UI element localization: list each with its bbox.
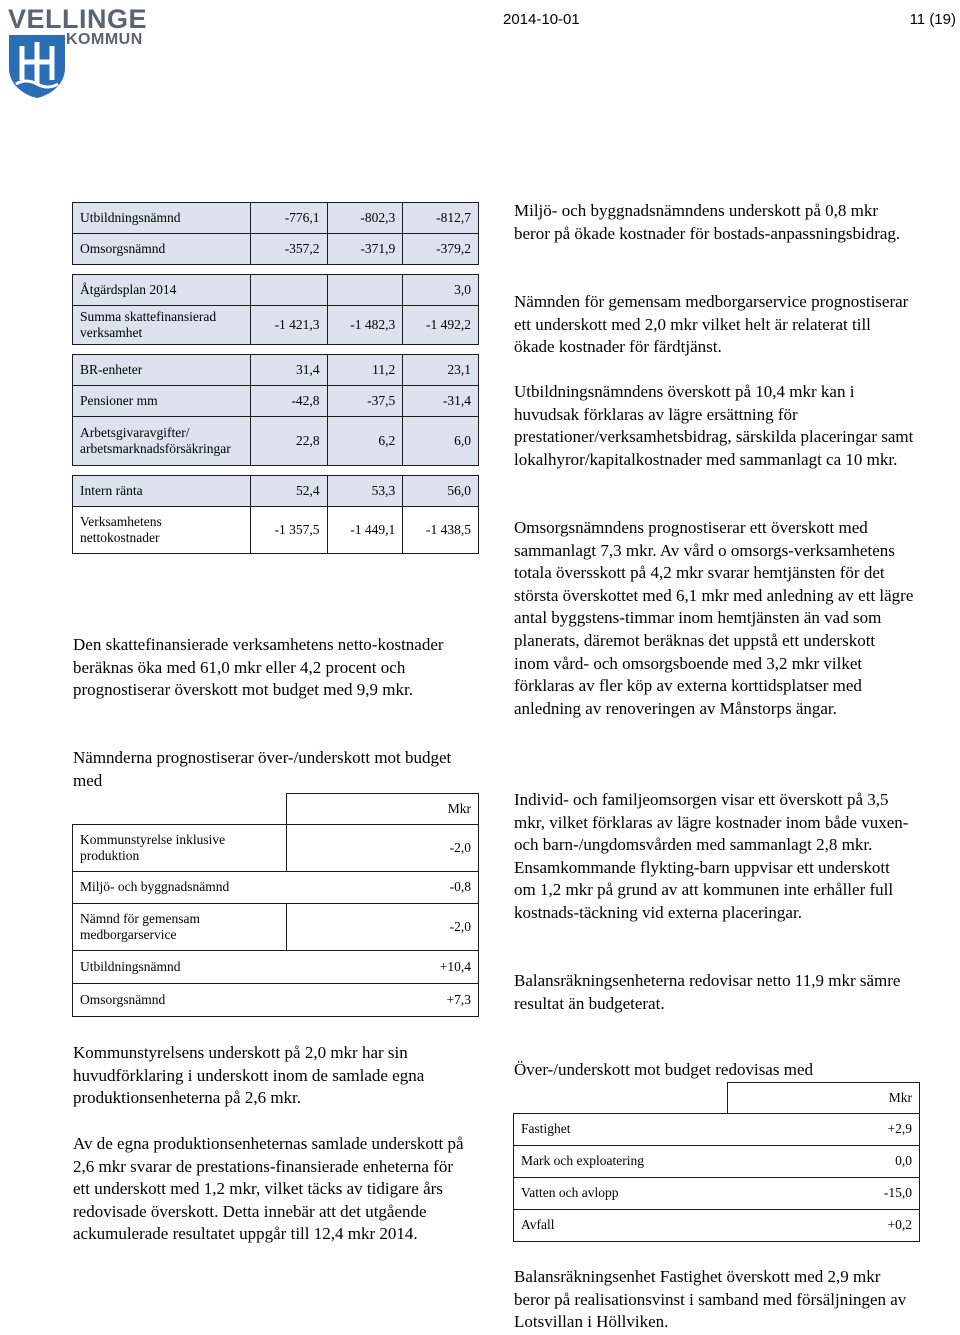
value-cell: 3,0: [403, 275, 479, 306]
value-cell: -31,4: [403, 386, 479, 417]
row-label: Avfall: [514, 1209, 728, 1241]
table-row: [73, 476, 479, 507]
value-cell: -1 449,1: [327, 507, 403, 554]
value-cell: 0,0: [727, 1145, 919, 1177]
row-label: Utbildningsnämnd: [73, 203, 251, 234]
table-header-row: [73, 794, 479, 825]
row-label: Kommunstyrelse inklusive produktion: [73, 824, 287, 871]
row-label: Nämnd för gemensam medborgarservice: [73, 903, 287, 950]
value-cell: -812,7: [403, 203, 479, 234]
table-row: [514, 1177, 920, 1209]
table-row: [73, 386, 479, 417]
value-cell: 11,2: [327, 355, 403, 386]
value-cell: 6,0: [403, 417, 479, 466]
value-cell: -357,2: [250, 234, 327, 265]
value-cell: -1 482,3: [327, 306, 403, 345]
paragraph-omsorg: Omsorgsnämndens prognostiserar ett överskott med sammanlagt 7,3 mkr. Av vård o omsorgs-verksamhetens totala översskott på 4,2 mkr svarar hemtjänsten för det största överskottet med 6,1 mkr med anledning av ett lägre antal byggstens-timmar inom hemtjänsten än vad som planerats, däremot beräknas det uppstå ett underskott inom vård- och omsorgsboende med 3,2 mkr vilket förklaras av fler köp av externa korttidsplatser med anledning av renoveringen av Månstorps ängar.: [514, 518, 914, 718]
row-label: Åtgärdsplan 2014: [73, 275, 251, 306]
paragraph-fastighet: Balansräkningsenhet Fastighet överskott med 2,9 mkr beror på realisationsvinst i samband med försäljningen av Lotsvillan i Höllviken.: [514, 1267, 907, 1332]
page-number: 11 (19): [909, 11, 956, 28]
table-row: [514, 1113, 920, 1145]
committee-result-table: [72, 793, 479, 1017]
balance-unit-table: [513, 1082, 920, 1242]
value-cell: 22,8: [250, 417, 327, 466]
value-cell: -2,0: [286, 903, 478, 950]
paragraph-utbildning: Utbildningsnämndens överskott på 10,4 mkr kan i huvudsak förklaras av lägre ersättning för prestationer/verksamhetsbidrag, särskilda placeringar samt lokalhyror/kapitalkostnader med sammanlagt ca 10 mkr.: [514, 382, 914, 469]
financial-summary-table: [72, 202, 479, 554]
value-cell: -1 438,5: [403, 507, 479, 554]
table-row: [73, 871, 479, 903]
row-label: Pensioner mm: [73, 386, 251, 417]
table-row: [73, 417, 479, 466]
spacer-cell: [73, 466, 479, 476]
value-cell: -2,0: [286, 824, 478, 871]
unit-header: Mkr: [286, 794, 478, 825]
value-cell: +10,4: [286, 950, 478, 983]
value-cell: 6,2: [327, 417, 403, 466]
paragraph-produktionsenheter: Av de egna produktionsenheternas samlade underskott på 2,6 mkr svarar de prestations-finansierade enheterna för ett underskott med 1,2 mkr, vilket täcks av tidigare års redovisade överskott. Detta innebär att det utgående ackumulerade resultatet uppgår till 12,4 mkr 2014.: [73, 1134, 464, 1244]
value-cell: +7,3: [286, 983, 478, 1016]
table-row: [514, 1145, 920, 1177]
header-blank-cell: [514, 1083, 728, 1114]
row-label: Verksamhetens nettokostnader: [73, 507, 251, 554]
value-cell: 56,0: [403, 476, 479, 507]
row-label: Fastighet: [514, 1113, 728, 1145]
row-label: Omsorgsnämnd: [73, 234, 251, 265]
table-spacer: [73, 345, 479, 355]
table-row: [73, 950, 479, 983]
table-spacer: [73, 466, 479, 476]
table-spacer: [73, 265, 479, 275]
table-row: [73, 507, 479, 554]
paragraph-netto-kostnader: Den skattefinansierade verksamhetens netto-kostnader beräknas öka med 61,0 mkr eller 4,2 procent och prognostiserar överskott mot budget med 9,9 mkr.: [73, 635, 444, 700]
value-cell: 23,1: [403, 355, 479, 386]
value-cell: -0,8: [286, 871, 478, 903]
vellinge-logo: [6, 4, 166, 100]
table-row: [73, 903, 479, 950]
row-label: Vatten och avlopp: [514, 1177, 728, 1209]
paragraph-br-intro: Över-/underskott mot budget redovisas med: [514, 1060, 813, 1079]
table-row: [73, 275, 479, 306]
table-row: [73, 306, 479, 345]
value-cell: -802,3: [327, 203, 403, 234]
value-cell: -1 492,2: [403, 306, 479, 345]
paragraph-miljo-bygg: Miljö- och byggnadsnämndens underskott på 0,8 mkr beror på ökade kostnader för bostads-anpassningsbidrag.: [514, 201, 901, 243]
table-row: [514, 1209, 920, 1241]
value-cell: -1 357,5: [250, 507, 327, 554]
row-label: Intern ränta: [73, 476, 251, 507]
row-label: Summa skattefinansierad verksamhet: [73, 306, 251, 345]
paragraph-balansrakning: Balansräkningsenheterna redovisar netto 11,9 mkr sämre resultat än budgeterat.: [514, 971, 901, 1013]
value-cell: +0,2: [727, 1209, 919, 1241]
value-cell: [327, 275, 403, 306]
unit-header: Mkr: [727, 1083, 919, 1114]
value-cell: -776,1: [250, 203, 327, 234]
paragraph-ifo: Individ- och familjeomsorgen visar ett överskott på 3,5 mkr, vilket förklaras av lägre kostnader inom både vuxen- och barn-/ungdomsvården med sammanlagt 2,8 mkr. Ensamkommande flykting-barn uppvisar ett underskott om 1,2 mkr på grund av att kommunen inte erhåller full kostnads-täckning vid externa placeringar.: [514, 790, 909, 922]
coat-of-arms-icon: [8, 34, 66, 98]
logo-text-bottom: KOMMUN: [66, 31, 143, 48]
value-cell: [250, 275, 327, 306]
paragraph-namnder-intro: Nämnderna prognostiserar över-/underskott mot budget med: [73, 748, 452, 790]
spacer-cell: [73, 265, 479, 275]
table-header-row: [514, 1083, 920, 1114]
value-cell: 31,4: [250, 355, 327, 386]
row-label: Mark och exploatering: [514, 1145, 728, 1177]
spacer-cell: [73, 345, 479, 355]
table-row: [73, 824, 479, 871]
header-blank-cell: [73, 794, 287, 825]
document-date: 2014-10-01: [503, 11, 580, 28]
row-label: Arbetsgivaravgifter/ arbetsmarknadsförsäkringar: [73, 417, 251, 466]
paragraph-kommunstyrelse: Kommunstyrelsens underskott på 2,0 mkr har sin huvudförklaring i underskott inom de samlade egna produktionsenheterna på 2,6 mkr.: [73, 1043, 425, 1108]
value-cell: +2,9: [727, 1113, 919, 1145]
value-cell: -42,8: [250, 386, 327, 417]
table-row: [73, 234, 479, 265]
table-row: [73, 355, 479, 386]
logo-text-top: VELLINGE: [8, 4, 148, 34]
row-label: Miljö- och byggnadsnämnd: [73, 871, 287, 903]
row-label: Utbildningsnämnd: [73, 950, 287, 983]
value-cell: -15,0: [727, 1177, 919, 1209]
value-cell: -37,5: [327, 386, 403, 417]
table-row: [73, 203, 479, 234]
paragraph-medborgarservice: Nämnden för gemensam medborgarservice prognostiserar ett underskott med 2,0 mkr vilket helt är relaterat till ökade kostnader för färdtjänst.: [514, 292, 909, 357]
value-cell: 53,3: [327, 476, 403, 507]
value-cell: 52,4: [250, 476, 327, 507]
value-cell: -371,9: [327, 234, 403, 265]
value-cell: -379,2: [403, 234, 479, 265]
table-row: [73, 983, 479, 1016]
value-cell: -1 421,3: [250, 306, 327, 345]
row-label: Omsorgsnämnd: [73, 983, 287, 1016]
row-label: BR-enheter: [73, 355, 251, 386]
